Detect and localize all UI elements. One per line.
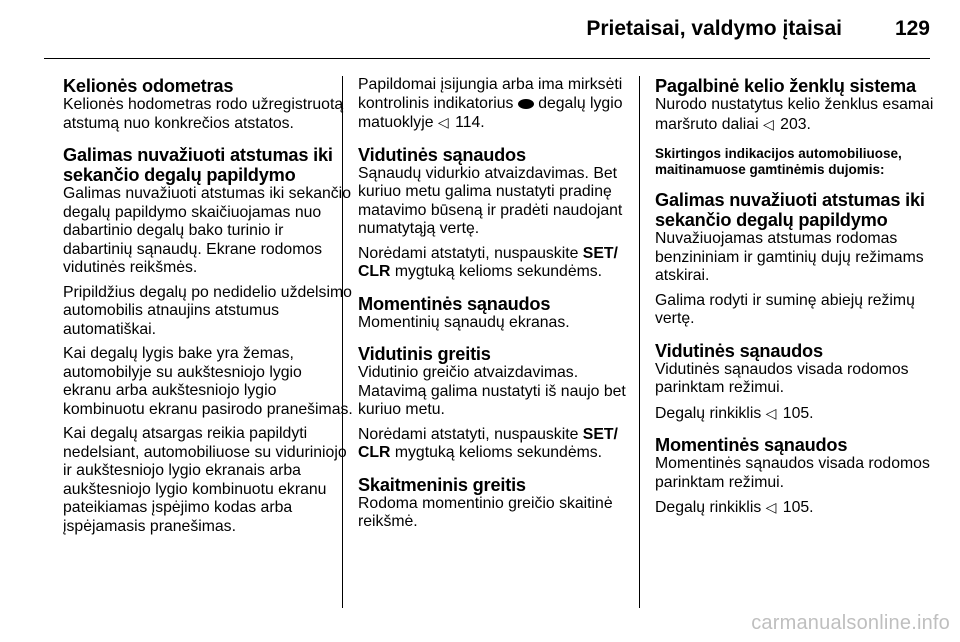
page-reference[interactable]: 105 bbox=[782, 404, 810, 422]
fuel-indicator-icon bbox=[518, 99, 534, 109]
paragraph: Norėdami atstatyti, nuspauskite SET/ CLR mygtuką kelioms sekundėms. bbox=[358, 244, 618, 280]
header-title: Prietaisai, valdymo įtaisai bbox=[586, 17, 842, 40]
paragraph: Momentinių sąnaudų ekranas. bbox=[358, 313, 570, 331]
heading-digital-speed: Skaitmeninis greitis bbox=[358, 474, 526, 495]
paragraph: Galima rodyti ir suminę abiejų režimų vertę. bbox=[655, 291, 915, 327]
page-header bbox=[0, 0, 960, 72]
paragraph: Degalų rinkiklis ◁ 105. bbox=[655, 499, 814, 516]
heading-average-consumption: Vidutinės sąnaudos bbox=[358, 144, 526, 165]
header-rule bbox=[44, 58, 930, 59]
page-reference[interactable]: 114 bbox=[455, 114, 481, 131]
paragraph: Galimas nuvažiuoti atstumas iki sekančio degalų papildymo skaičiuojamas nuo dabartinio degalų bako turinio ir dabartinių sąnaudų. Ekrane rodomos vidutinės reikšmės. bbox=[63, 185, 351, 276]
paragraph: Kai degalų lygis bake yra žemas, automobilyje su aukštesniojo lygio ekranu arba aukštesniojo lygio kombinuotu ekranu pasirodo pranešimas. bbox=[63, 345, 353, 418]
heading-range: Galimas nuvažiuoti atstumas iki sekančio degalų papildymo bbox=[655, 190, 925, 230]
paragraph: Vidutinės sąnaudos visada rodomos parinktam režimui. bbox=[655, 360, 909, 396]
paragraph: Vidutinio greičio atvaizdavimas. Matavimą galima nustatyti iš naujo bet kuriuo metu. bbox=[358, 364, 626, 418]
paragraph: Papildomai įsijungia arba ima mirksėti kontrolinis indikatorius degalų lygio matuoklyje ◁ 114. bbox=[358, 76, 623, 131]
key-label: SET/ CLR bbox=[358, 425, 618, 461]
paragraph: Nurodo nustatytus kelio ženklus esamai maršruto daliai ◁ 203. bbox=[655, 96, 934, 133]
key-label: SET/ CLR bbox=[358, 244, 618, 280]
page-reference-icon: ◁ bbox=[765, 499, 777, 515]
page-reference-icon: ◁ bbox=[437, 114, 449, 130]
page-reference-icon: ◁ bbox=[765, 404, 777, 421]
watermark: carmanualsonline.info bbox=[751, 612, 950, 634]
column-left bbox=[63, 76, 353, 536]
page-reference[interactable]: 203 bbox=[780, 115, 807, 133]
paragraph: Norėdami atstatyti, nuspauskite SET/ CLR mygtuką kelioms sekundėms. bbox=[358, 425, 618, 461]
heading-average-consumption: Vidutinės sąnaudos bbox=[655, 340, 823, 361]
paragraph: Pripildžius degalų po nedidelio uždelsimo automobilis atnaujins atstumus automatiškai. bbox=[63, 283, 352, 338]
paragraph: Degalų rinkiklis ◁ 105. bbox=[655, 404, 814, 422]
paragraph: Momentinės sąnaudos visada rodomos parinktam režimui. bbox=[655, 455, 930, 491]
paragraph: Sąnaudų vidurkio atvaizdavimas. Bet kuriuo metu galima nustatyti pradinę matavimo būseną ir pradėti naudojant numatytąją vertę. bbox=[358, 164, 623, 237]
heading-instant-consumption: Momentinės sąnaudos bbox=[655, 435, 848, 455]
column-divider-right bbox=[639, 76, 640, 608]
heading-range: Galimas nuvažiuoti atstumas iki sekančio degalų papildymo bbox=[63, 145, 333, 185]
page-reference-icon: ◁ bbox=[763, 115, 774, 132]
column-middle bbox=[358, 76, 634, 532]
column-right bbox=[655, 76, 935, 518]
paragraph: Kelionės hodometras rodo užregistruotą atstumą nuo konkrečios atstatos. bbox=[63, 96, 344, 132]
paragraph: Kai degalų atsargas reikia papildyti nedelsiant, automobiliuose su viduriniojo ir aukštesniojo lygio ekranais arba aukštesniojo lygio kombinuotu ekranu pateikiamas įspėjimo kodas arba įspėjamasis pranešimas. bbox=[63, 425, 347, 535]
heading-instant-consumption: Momentinės sąnaudos bbox=[358, 293, 551, 314]
subheading-cng-vehicles: Skirtingos indikacijos automobiliuose, maitinamuose gamtinėmis dujomis: bbox=[655, 146, 902, 177]
paragraph: Rodoma momentinio greičio skaitinė reikšmė. bbox=[358, 494, 613, 530]
paragraph: Nuvažiuojamas atstumas rodomas benzininiam ir gamtinių dujų režimams atskirai. bbox=[655, 230, 924, 284]
heading-traffic-sign-assistant: Pagalbinė kelio ženklų sistema bbox=[655, 76, 916, 96]
page-reference[interactable]: 105 bbox=[782, 499, 810, 516]
heading-average-speed: Vidutinis greitis bbox=[358, 344, 491, 364]
page-number: 129 bbox=[894, 17, 930, 40]
heading-trip-odometer: Kelionės odometras bbox=[63, 76, 234, 96]
